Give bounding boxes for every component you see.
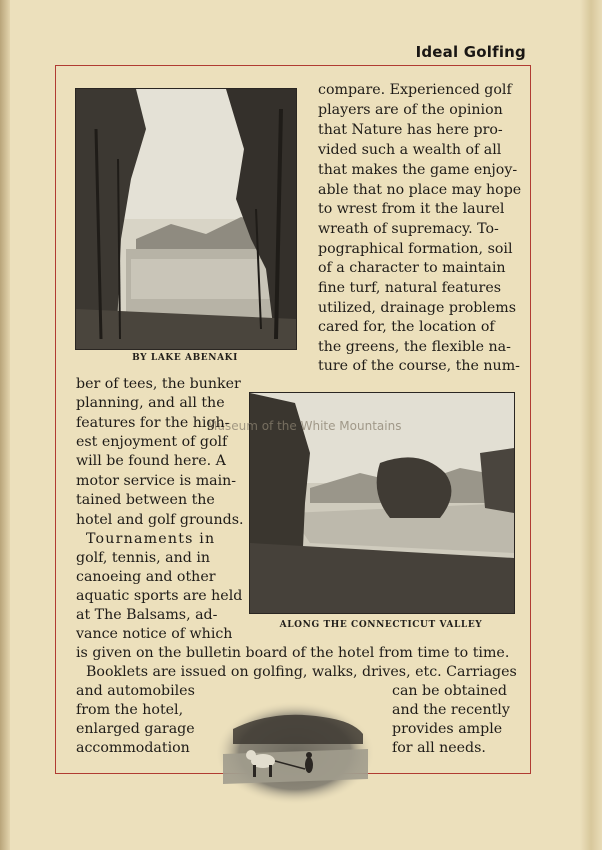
text-line: enlarged garage — [76, 721, 195, 737]
text-line: and the recently — [392, 702, 510, 718]
text-line: pographical formation, soil — [318, 241, 513, 257]
text-line: to wrest from it the laurel — [318, 201, 505, 217]
text-line: cared for, the location of — [318, 319, 495, 335]
text-line: that Nature has here pro- — [318, 122, 503, 138]
text-line: vance notice of which — [76, 626, 233, 642]
text-line: features for the high- — [76, 415, 230, 431]
text-line: planning, and all the — [76, 395, 225, 411]
text-line: fine turf, natural features — [318, 280, 502, 296]
text-line: for all needs. — [392, 740, 486, 756]
text-line: the greens, the flexible na- — [318, 339, 511, 355]
text-line: ber of tees, the bunker — [76, 376, 241, 392]
text-line: that makes the game enjoy- — [318, 162, 518, 178]
page-edge — [580, 0, 602, 850]
text-line: able that no place may hope — [318, 182, 522, 198]
connecticut-valley-caption: ALONG THE CONNECTICUT VALLEY — [279, 620, 483, 630]
running-title: Ideal Golfing — [415, 43, 526, 61]
text-line: accommodation — [76, 740, 190, 756]
lake-abenaki-photo — [75, 88, 297, 350]
text-line: canoeing and other — [76, 569, 216, 585]
text-line: from the hotel, — [76, 702, 184, 718]
text-line: will be found here. A — [76, 453, 226, 469]
plowing-horse-vignette — [213, 699, 377, 807]
text-line: Tournaments in — [86, 531, 216, 547]
text-line: can be obtained — [392, 683, 507, 699]
text-line: aquatic sports are held — [76, 588, 243, 604]
text-line: at The Balsams, ad- — [76, 607, 218, 623]
text-line: Booklets are issued on golfing, walks, drives, etc. Carriages — [86, 664, 517, 680]
text-line: wreath of supremacy. To- — [318, 221, 499, 237]
text-line: golf, tennis, and in — [76, 550, 210, 566]
text-line: is given on the bulletin board of the hotel from time to time. — [76, 645, 510, 661]
text-line: vided such a wealth of all — [318, 142, 502, 158]
text-line: compare. Experienced golf — [318, 82, 512, 98]
text-line: provides ample — [392, 721, 503, 737]
text-line: and automobiles — [76, 683, 195, 699]
museum-watermark: Museum of the White Mountains — [207, 419, 402, 433]
text-line: tained between the — [76, 492, 215, 508]
text-line: players are of the opinion — [318, 102, 503, 118]
text-line: hotel and golf grounds. — [76, 512, 244, 528]
text-line: est enjoyment of golf — [76, 434, 228, 450]
lake-abenaki-caption: BY LAKE ABENAKI — [132, 353, 238, 363]
text-line: utilized, drainage problems — [318, 300, 517, 316]
text-line: ture of the course, the num- — [318, 358, 520, 374]
text-line: of a character to maintain — [318, 260, 506, 276]
page-gutter — [0, 0, 10, 850]
text-line: motor service is main- — [76, 473, 237, 489]
